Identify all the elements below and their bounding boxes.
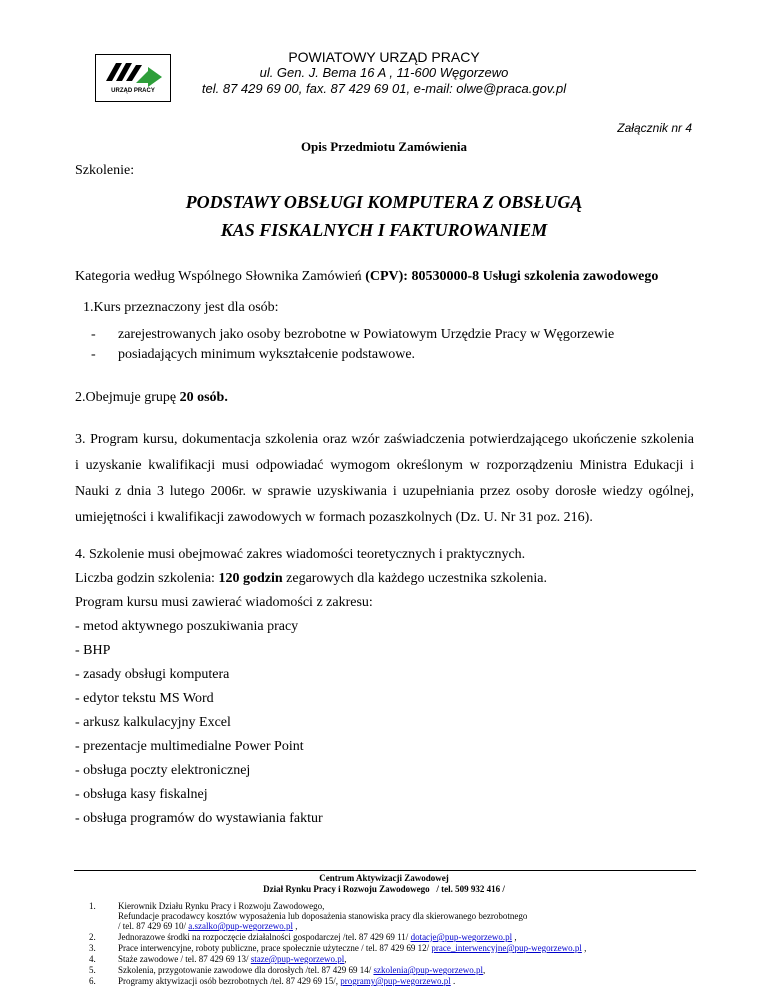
- footer-item-text: Kierownik Działu Rynku Pracy i Rozwoju Zawodowego,: [118, 901, 325, 911]
- footer-item-text: Refundacje pracodawcy kosztów wyposażenia lub doposażenia stanowiska pracy dla skierowanego bezrobotnego: [118, 911, 528, 921]
- topic-item: - obsługa programów do wystawiania faktur: [75, 811, 323, 826]
- logo-text: URZĄD PRACY: [111, 88, 155, 94]
- footer-item-num: 2.: [89, 932, 96, 942]
- topic-item: - obsługa poczty elektronicznej: [75, 763, 251, 778]
- section1-item-1: zarejestrowanych jako osoby bezrobotne w Powiatowym Urzędzie Pracy w Węgorzewie: [118, 327, 615, 342]
- footer-item-text: Szkolenia, przygotowanie zawodowe dla dorosłych /tel. 87 429 69 14/ szkolenia@pup-wegorzewo.pl,: [118, 965, 486, 975]
- doc-title: Opis Przedmiotu Zamówienia: [300, 139, 468, 154]
- section4-heading: 4. Szkolenie musi obejmować zakres wiadomości teoretycznych i praktycznych.: [75, 547, 526, 562]
- section1-heading: 1.Kurs przeznaczony jest dla osób:: [83, 300, 279, 315]
- email-link[interactable]: szkolenia@pup-wegorzewo.pl: [373, 965, 483, 975]
- section3-line-1: 3. Program kursu, dokumentacja szkolenia oraz wzór zaświadczenia potwierdzającego ukończenie szkolenia: [75, 432, 694, 447]
- hours-suffix: zegarowych dla każdego uczestnika szkolenia.: [282, 571, 547, 586]
- section1-item-2: posiadających minimum wykształcenie podstawowe.: [118, 347, 416, 362]
- topic-item: - arkusz kalkulacyjny Excel: [75, 715, 231, 730]
- section2-prefix: 2.Obejmuje grupę: [75, 390, 180, 405]
- footer-item-text: Jednorazowe środki na rozpoczęcie działalności gospodarczej /tel. 87 429 69 11/ dotacje@pup-wegorzewo.pl ,: [118, 932, 517, 942]
- email-link[interactable]: programy@pup-wegorzewo.pl: [340, 976, 451, 986]
- email-link[interactable]: staze@pup-wegorzewo.pl: [250, 954, 345, 964]
- footer-list: [89, 901, 709, 991]
- footer-dept-line: Dział Rynku Pracy i Rozwoju Zawodowego / tel. 509 932 416 /: [263, 884, 505, 894]
- footer-center-title: Centrum Aktywizacji Zawodowej: [319, 873, 449, 883]
- footer-item-text: Prace interwencyjne, roboty publiczne, prace społecznie użyteczne / tel. 87 429 69 12/ prace_interwencyjne@pup-wegorzewo.pl ,: [118, 943, 587, 953]
- topic-item: - metod aktywnego poszukiwania pracy: [75, 619, 299, 634]
- footer-item-num: 6.: [89, 976, 96, 986]
- footer-item-num: 5.: [89, 965, 96, 975]
- email-link[interactable]: prace_interwencyjne@pup-wegorzewo.pl: [431, 943, 582, 953]
- email-link[interactable]: dotacje@pup-wegorzewo.pl: [410, 932, 513, 942]
- footer-item-num: 1.: [89, 901, 96, 911]
- org-address: ul. Gen. J. Bema 16 A , 11-600 Węgorzewo: [259, 65, 509, 80]
- course-title-line1: PODSTAWY OBSŁUGI KOMPUTERA Z OBSŁUGĄ: [185, 192, 583, 212]
- topic-item: - zasady obsługi komputera: [75, 667, 230, 682]
- footer-item-text: Staże zawodowe / tel. 87 429 69 13/ staze@pup-wegorzewo.pl,: [118, 954, 347, 964]
- training-label: Szkolenie:: [75, 163, 135, 178]
- topic-item: - BHP: [75, 643, 111, 658]
- email-link[interactable]: a.szalko@pup-wegorzewo.pl: [188, 921, 294, 931]
- section3-line-4: umiejętności i kwalifikacji zawodowych w formach pozaszkolnych (Dz. U. Nr 31 poz. 216).: [75, 510, 593, 525]
- category-prefix: Kategoria według Wspólnego Słownika Zamówień: [75, 269, 366, 284]
- footer-punct: ,: [293, 921, 298, 931]
- section1-dash-2: -: [91, 347, 96, 362]
- topic-item: - edytor tekstu MS Word: [75, 691, 214, 706]
- topic-item: - prezentacje multimedialne Power Point: [75, 739, 304, 754]
- footer-item-num: 3.: [89, 943, 96, 953]
- topic-item: - obsługa kasy fiskalnej: [75, 787, 208, 802]
- footer-item-num: 4.: [89, 954, 96, 964]
- footer-divider: [74, 870, 696, 871]
- hours-line: [75, 570, 547, 587]
- footer-phone: / tel. 87 429 69 10/: [118, 921, 189, 931]
- section1-dash-1: -: [91, 327, 96, 342]
- category-line: [75, 268, 658, 285]
- attachment-label: Załącznik nr 4: [617, 121, 692, 135]
- cpv-code: (CPV): 80530000-8 Usługi szkolenia zawodowego: [365, 269, 659, 284]
- section2-line: [75, 389, 228, 406]
- org-name: POWIATOWY URZĄD PRACY: [288, 49, 480, 65]
- footer-item-text: [118, 921, 298, 932]
- hours-prefix: Liczba godzin szkolenia:: [75, 571, 219, 586]
- hours-value: 120 godzin: [218, 571, 283, 586]
- section3-line-3: Nauki z dnia 3 lutego 2006r. w sprawie uzyskiwania i uzupełniania przez osoby dorosłe wiedzy ogólnej,: [75, 484, 694, 499]
- program-heading: Program kursu musi zawierać wiadomości z zakresu:: [75, 595, 373, 610]
- footer-item-text: Programy aktywizacji osób bezrobotnych /tel. 87 429 69 15/, programy@pup-wegorzewo.pl .: [118, 976, 456, 986]
- org-contact: tel. 87 429 69 00, fax. 87 429 69 01, e-mail: olwe@praca.gov.pl: [201, 81, 567, 96]
- course-title-line2: KAS FISKALNYCH I FAKTUROWANIEM: [220, 220, 548, 240]
- group-size: 20 osób.: [179, 390, 228, 405]
- section3-line-2: i uzyskanie kwalifikacji musi odpowiadać wymogom określonym w rozporządzeniu Ministra Edukacji i: [75, 458, 694, 473]
